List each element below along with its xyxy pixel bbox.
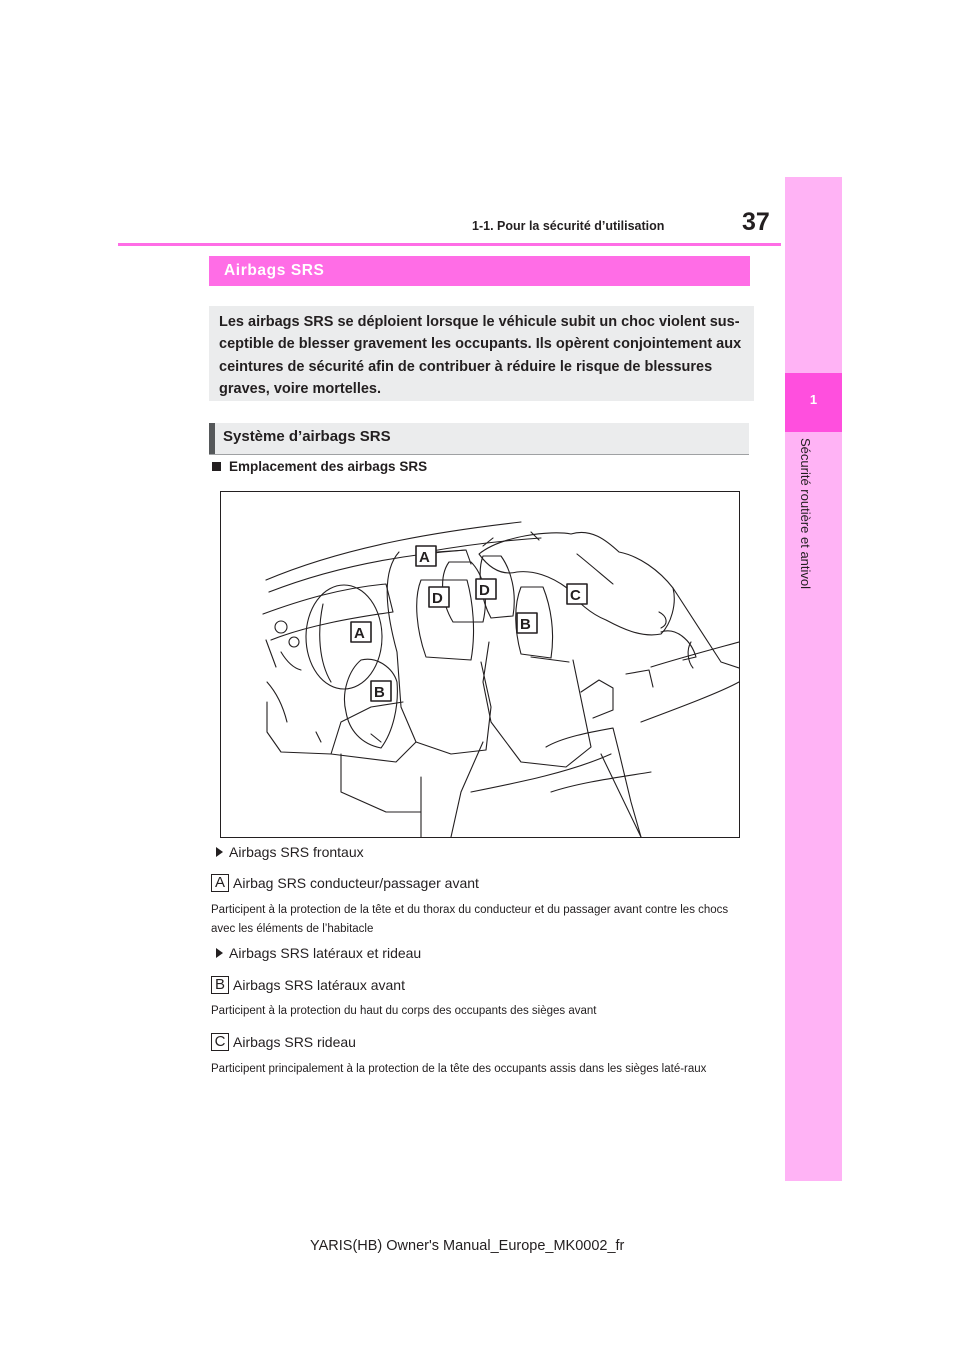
callout-d-right-letter: D <box>479 582 490 599</box>
section-header: 1-1. Pour la sécurité d’utilisation <box>472 219 665 233</box>
side-tab <box>785 177 842 1181</box>
callout-a-top-letter: A <box>419 549 430 566</box>
item-a-desc: Participent à la protection de la tête et du thorax du conducteur et du passager avant contre les chocs avec les éléments de l’habitacle <box>211 904 729 935</box>
group-frontal-title: Airbags SRS frontaux <box>229 844 364 860</box>
footer-text: YARIS(HB) Owner's Manual_Europe_MK0002_fr <box>310 1238 625 1254</box>
callout-a-wheel <box>351 622 371 642</box>
item-b-label: Airbags SRS latéraux avant <box>233 977 405 993</box>
item-c-label: Airbags SRS rideau <box>233 1034 356 1050</box>
callout-b-driver <box>371 681 391 701</box>
callout-b-passenger-letter: B <box>520 616 531 633</box>
subsection-title: Système d’airbags SRS <box>223 428 391 445</box>
item-c-desc: Participent principalement à la protection de la tête des occupants assis dans les sièges laté-raux <box>211 1063 707 1075</box>
callout-c <box>567 584 587 604</box>
chapter-number: 1 <box>809 392 818 407</box>
intro-box <box>209 306 754 401</box>
callout-a-wheel-letter: A <box>354 625 365 642</box>
triangle-bullet-icon <box>216 948 223 958</box>
airbag-location-illustration <box>221 492 739 837</box>
callout-d-right <box>476 579 496 599</box>
square-bullet-icon <box>212 462 221 471</box>
subsection-rule <box>209 454 749 455</box>
item-b-desc: Participent à la protection du haut du corps des occupants des sièges avant <box>211 1005 597 1017</box>
group-side-curtain-title: Airbags SRS latéraux et rideau <box>229 945 422 961</box>
triangle-bullet-icon <box>216 847 223 857</box>
callout-d-left-letter: D <box>432 590 443 607</box>
location-heading: Emplacement des airbags SRS <box>229 459 428 474</box>
callout-b-passenger <box>517 613 537 633</box>
chapter-title: Sécurité routière et antivol <box>798 438 813 590</box>
page-number: 37 <box>742 208 770 236</box>
callout-d-left <box>429 587 449 607</box>
item-a-letter-box: A <box>211 874 229 892</box>
header-rule <box>118 243 781 246</box>
callout-b-driver-letter: B <box>374 684 385 701</box>
item-c-letter-box: C <box>211 1033 229 1051</box>
item-a-label: Airbag SRS conducteur/passager avant <box>233 875 479 891</box>
section-title: Airbags SRS <box>224 262 325 279</box>
item-b-letter-box: B <box>211 976 229 994</box>
callout-a-top <box>416 546 436 566</box>
callout-c-letter: C <box>570 587 581 604</box>
intro-text: Les airbags SRS se déploient lorsque le véhicule subit un choc violent sus-ceptible de blesser gravement les occupants. Ils opèrent conjointement aux ceintures de sécurité afin de contribuer à réduire le risque de blessures graves, voire mortelles. <box>219 314 742 397</box>
